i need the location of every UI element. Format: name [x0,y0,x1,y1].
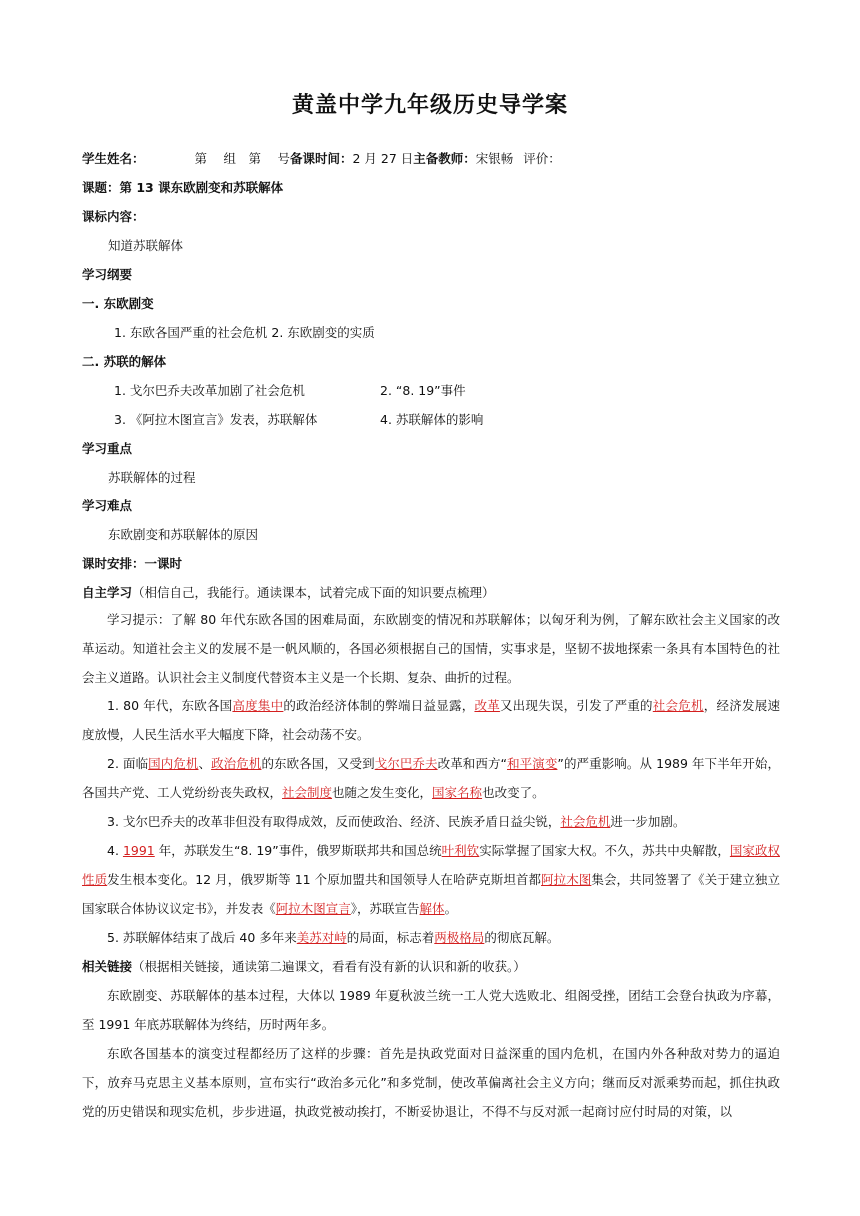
related-links-hint: （根据相关链接，通读第二遍课文，看看有没有新的认识和新的收获。） [132,959,526,974]
class-time: 课时安排：一课时 [82,556,183,571]
outline-item-2-1: 1. 戈尔巴乔夫改革加剧了社会危机 [114,383,305,398]
self-study-hint: （相信自己，我能行。通读课本，试着完成下面的知识要点梳理） [132,585,495,600]
answer-blank: 国家名称 [432,785,483,800]
link-paragraph-2: 东欧各国基本的演变过程都经历了这样的步骤：首先是执政党面对日益深重的国内危机，在国内外各种敌对势力的逼迫下，放弃马克思主义基本原则，宣布实行“政治多元化”和多党制，使改革偏离社会主义方向；继而反对派乘势而起，抓住执政党的历史错误和现实危机，步步进逼，执政党被动挨打，不断妥协退让，不得不与反对派一起商讨应付时局的对策，以 [82,1046,780,1119]
answer-blank: 改革 [474,698,500,713]
outline-label: 学习纲要 [82,267,133,282]
difficulty-text: 东欧剧变和苏联解体的原因 [108,527,259,542]
q4-text: 。 [444,901,458,916]
q5-text: 的局面，标志着 [346,930,435,945]
q2-text: 改革和西方“ [437,756,507,771]
difficulty-label: 学习难点 [82,498,133,513]
outline-item-2-4: 4. 苏联解体的影响 [380,412,484,427]
standard-text: 知道苏联解体 [108,238,184,253]
outline-section-2-heading: 二. 苏联的解体 [82,354,167,369]
q1-text: ，经济发展速度放慢，人民生活水平大幅度下降，社会动荡不安。 [82,698,780,742]
header-line [82,150,561,168]
question-3 [82,807,780,836]
answer-blank: 叶利钦 [441,843,480,858]
answer-blank: 国家政权性质 [82,843,780,887]
lesson-title: 课题：第 13 课东欧剧变和苏联解体 [82,180,284,195]
q3-text: 进一步加剧。 [610,814,686,829]
group-number-field: 第 组 第 号 [194,151,290,166]
q4-text: 发生根本变化。12 月，俄罗斯等 11 个原加盟共和国领导人在哈萨克斯坦首都 [107,872,542,887]
q2-text: 2. 面临 [107,756,149,771]
key-point-text: 苏联解体的过程 [108,470,196,485]
answer-blank: 高度集中 [232,698,284,713]
evaluation-label: 评价： [523,151,561,166]
q5-text: 的彻底瓦解。 [484,930,560,945]
answer-blank: 1991 [122,843,155,858]
answer-blank: 阿拉木图 [541,872,592,887]
q4-text: 集会，共同签署了《关于建立独立国家联合体协议议定书》，并发表《 [82,872,780,916]
related-links-label: 相关链接 [82,959,133,974]
answer-blank: 美苏对峙 [296,930,347,945]
q1-text: 的政治经济体制的弊端日益显露， [283,698,475,713]
outline-item-2-3: 3. 《阿拉木图宣言》发表，苏联解体 [114,412,318,427]
q2-text: 、 [198,756,212,771]
answer-blank: 和平演变 [507,756,558,771]
outline-section-1-items: 1. 东欧各国严重的社会危机 2. 东欧剧变的实质 [114,325,375,340]
q4-text: 实际掌握了国家大权。不久，苏共中央解散， [479,843,730,858]
question-2 [82,749,780,807]
question-4 [82,836,780,923]
answer-blank: 阿拉木图宣言 [275,901,351,916]
question-5 [82,923,780,952]
outline-section-1-heading: 一. 东欧剧变 [82,296,154,311]
standard-label: 课标内容： [82,209,145,224]
answer-blank: 社会危机 [652,698,704,713]
q4-text: 》，苏联宣告 [350,901,420,916]
self-study-line [82,584,495,602]
q2-text: 也改变了。 [482,785,545,800]
teacher-label: 主备教师： [413,151,476,166]
student-name-label: 学生姓名： [82,151,145,166]
question-1 [82,691,780,749]
prep-time-label: 备课时间： [289,151,353,166]
study-tip-paragraph: 学习提示：了解 80 年代东欧各国的困难局面，东欧剧变的情况和苏联解体；以匈牙利为例，了解东欧社会主义国家的改革运动。知道社会主义的发展不是一帆风顺的，各国必须根据自己的国情，实事求是，坚韧不拔地探索一条具有本国特色的社会主义道路。认识社会主义制度代替资本主义是一个长期、复杂、曲折的过程。 [82,612,780,685]
answer-blank: 社会危机 [560,814,611,829]
q4-text: 4. [107,843,123,858]
q3-text: 3. 戈尔巴乔夫的改革非但没有取得成效，反而使政治、经济、民族矛盾日益尖锐， [107,814,561,829]
key-point-label: 学习重点 [82,441,133,456]
answer-blank: 政治危机 [211,756,262,771]
q2-text: 的东欧各国，又受到 [261,756,375,771]
related-links-line [82,958,526,976]
prep-date: 2 月 27 日 [352,151,414,166]
q1-text: 又出现失误，引发了严重的 [499,698,653,713]
answer-blank: 两极格局 [434,930,485,945]
self-study-label: 自主学习 [82,585,133,600]
q4-text: 年，苏联发生“8. 19”事件，俄罗斯联邦共和国总统 [154,843,442,858]
q2-text: ”的严重影响。从 1989 年下半年开始，各国共产党、工人党纷纷丧失政权， [82,756,780,800]
teacher-name: 宋银畅 [475,151,514,166]
answer-blank: 戈尔巴乔夫 [374,756,438,771]
outline-item-2-2: 2. “8. 19”事件 [380,383,466,398]
page-title: 黄盖中学九年级历史导学案 [291,93,568,118]
answer-blank: 解体 [419,901,445,916]
q1-text: 1. 80 年代，东欧各国 [107,698,233,713]
answer-blank: 国内危机 [148,756,199,771]
link-paragraph-1: 东欧剧变、苏联解体的基本过程，大体以 1989 年夏秋波兰统一工人党大选败北、组阁受挫，团结工会登台执政为序幕，至 1991 年底苏联解体为终结，历时两年多。 [82,988,780,1032]
answer-blank: 社会制度 [282,785,333,800]
q2-text: 也随之发生变化， [332,785,433,800]
q5-text: 5. 苏联解体结束了战后 40 多年来 [107,930,297,945]
